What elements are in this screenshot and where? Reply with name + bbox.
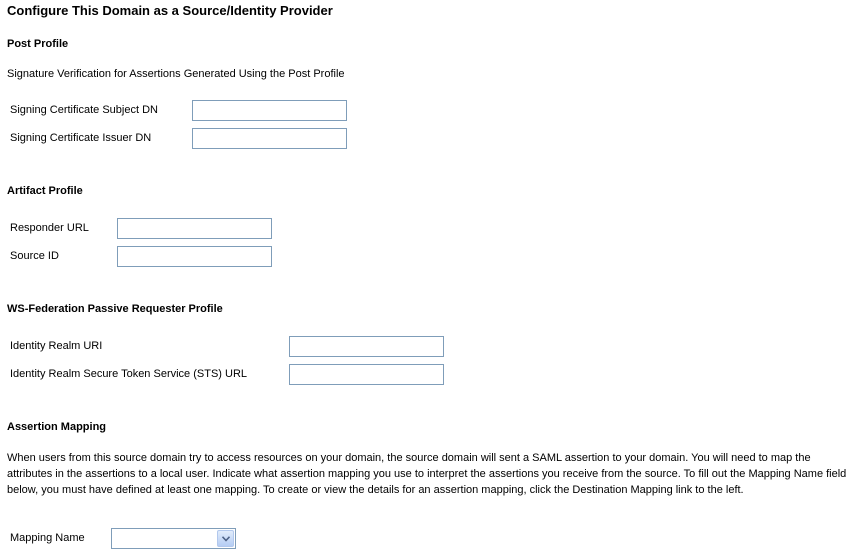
realm-uri-label: Identity Realm URI <box>10 340 103 352</box>
assertion-mapping-description: When users from this source domain try to access resources on your domain, the source domain will sent a SAML assertion to your domain. You will need to map the attributes in the assertions to a local user. Indicate what assertion mapping you use to interpret the assertions you receive from the source. To fill out the Mapping Name field below, you must have defined at least one mapping. To create or view the details for an assertion mapping, click the Destination Mapping link to the left. <box>7 452 847 496</box>
ws-federation-heading: WS-Federation Passive Requester Profile <box>7 303 223 315</box>
artifact-profile-heading: Artifact Profile <box>7 185 83 197</box>
issuer-dn-label: Signing Certificate Issuer DN <box>10 132 152 144</box>
source-id-input[interactable] <box>117 246 272 267</box>
dropdown-button[interactable] <box>217 530 234 547</box>
post-profile-heading: Post Profile <box>7 38 69 50</box>
sts-url-input[interactable] <box>289 364 444 385</box>
issuer-dn-input[interactable] <box>192 128 347 149</box>
mapping-name-label: Mapping Name <box>10 532 85 544</box>
sts-url-label: Identity Realm Secure Token Service (STS) URL <box>10 368 247 380</box>
responder-url-label: Responder URL <box>10 222 89 234</box>
assertion-mapping-heading: Assertion Mapping <box>7 421 107 433</box>
page-title: Configure This Domain as a Source/Identity Provider <box>7 3 333 18</box>
subject-dn-label: Signing Certificate Subject DN <box>10 104 158 116</box>
source-id-label: Source ID <box>10 250 59 262</box>
responder-url-input[interactable] <box>117 218 272 239</box>
chevron-down-icon <box>222 536 230 542</box>
post-profile-description: Signature Verification for Assertions Generated Using the Post Profile <box>7 68 345 80</box>
realm-uri-input[interactable] <box>289 336 444 357</box>
subject-dn-input[interactable] <box>192 100 347 121</box>
mapping-name-select[interactable] <box>111 528 236 549</box>
